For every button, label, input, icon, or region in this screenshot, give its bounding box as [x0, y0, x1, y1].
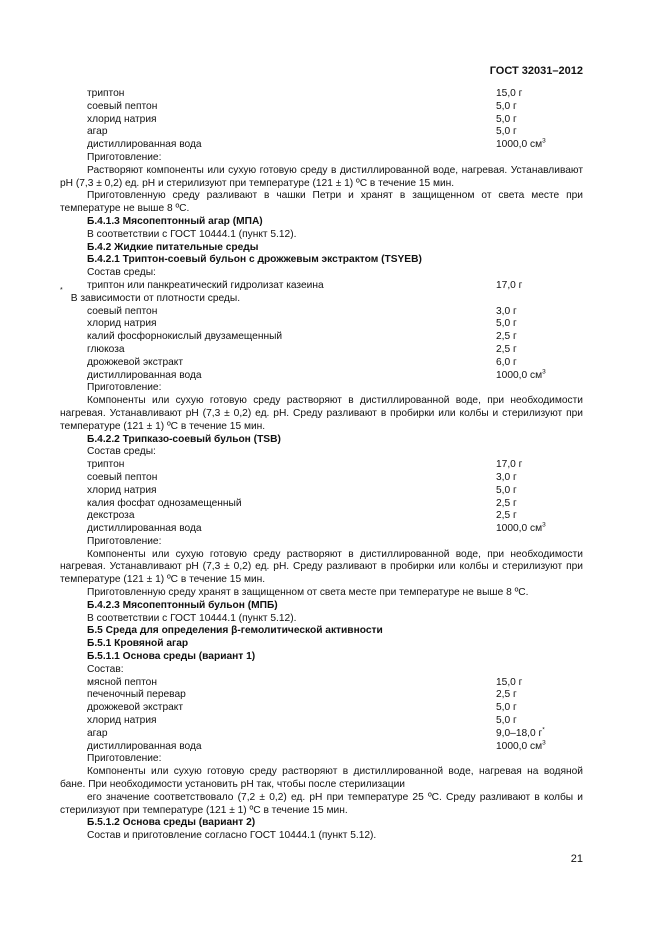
footnote-text: В зависимости от плотности среды.	[70, 292, 241, 304]
prep-label: Приготовление:	[87, 151, 162, 163]
ingredient-row	[60, 689, 583, 702]
footnote-mark: *	[542, 726, 545, 734]
ingredient-amount: 17,0 г	[496, 279, 523, 291]
footnote-mark: *	[60, 286, 63, 294]
ingredient-row	[60, 280, 583, 293]
prep-text: Компоненты или сухую готовую среду растворяют в дистиллированной воде, при необходимости нагревая. Устанавливают pH (7,3 ± 0,2) ед. pH. Среду разливают в пробирки или колбы и стерилизуют при температуре (121 ± 1) ºС в течение 15 мин.	[60, 395, 583, 432]
ingredient-row	[60, 498, 583, 511]
ingredient-row	[60, 306, 583, 319]
ingredient-name: хлорид натрия	[87, 715, 157, 727]
ingredient-name: глюкоза	[87, 343, 125, 355]
section-text: В соответствии с ГОСТ 10444.1 (пункт 5.12).	[87, 228, 297, 240]
prep-text: Приготовленную среду хранят в защищенном от света месте при температуре не выше 8 ºС.	[87, 587, 529, 599]
ingredient-name: дрожжевой экстракт	[87, 702, 184, 714]
ingredient-row	[60, 318, 583, 331]
ingredient-amount: 17,0 г	[496, 459, 523, 471]
ingredient-name: дистиллированная вода	[87, 139, 202, 151]
ingredient-amount: 15,0 г	[496, 676, 523, 688]
ingredient-row	[60, 728, 583, 741]
unit-superscript: 3	[542, 521, 546, 529]
ingredient-name: калий фосфорнокислый двузамещенный	[87, 331, 283, 343]
section-text: В соответствии с ГОСТ 10444.1 (пункт 5.12).	[87, 612, 297, 624]
unit-superscript: 3	[542, 368, 546, 376]
prep-text: Растворяют компоненты или сухую готовую среду в дистиллированной воде, нагревая. Устанавливают pH (7,3 ± 0,2) ед. pH и стерилизуют при температуре (121 ± 1) ºС в течение 15 мин.	[60, 164, 583, 189]
ingredient-row	[60, 741, 583, 754]
ingredient-row	[60, 126, 583, 139]
ingredients-list	[60, 306, 583, 383]
prep-text: Компоненты или сухую готовую среду растворяют в дистиллированной воде, нагревая на водяной бане. При необходимости установить pH так, чтобы после стерилизации	[60, 766, 583, 791]
ingredient-name: мясной пептон	[87, 676, 157, 688]
ingredient-name: соевый пептон	[87, 471, 158, 483]
section-heading: Б.5 Среда для определения β-гемолитической активности	[87, 625, 383, 637]
ingredients-list	[60, 88, 583, 152]
ingredient-row	[60, 101, 583, 114]
ingredient-name: дистиллированная вода	[87, 369, 202, 381]
ingredient-name: дистиллированная вода	[87, 740, 202, 752]
amount-value: 1000,0 см	[496, 740, 543, 752]
ingredients-list	[60, 677, 583, 754]
ingredient-row	[60, 357, 583, 370]
section-text: Состав и приготовление согласно ГОСТ 10444.1 (пункт 5.12).	[87, 830, 377, 842]
amount-value: 9,0–18,0 г	[496, 727, 543, 739]
composition-label: Состав:	[87, 663, 124, 675]
ingredient-amount: 2,5 г	[496, 689, 517, 701]
ingredient-row	[60, 114, 583, 127]
footnote	[60, 286, 583, 306]
ingredient-name: дистиллированная вода	[87, 523, 202, 535]
prep-label: Приготовление:	[87, 382, 162, 394]
prep-text: Приготовленную среду разливают в чашки Петри и хранят в защищенном от света месте при температуре не выше 8 ºС.	[60, 190, 583, 215]
ingredient-name: декстроза	[87, 510, 135, 522]
ingredient-row	[60, 459, 583, 472]
ingredient-amount: 2,5 г	[496, 331, 517, 343]
ingredient-amount: 5,0 г	[496, 715, 517, 727]
ingredient-amount: 2,5 г	[496, 497, 517, 509]
prep-text: Компоненты или сухую готовую среду растворяют в дистиллированной воде, при необходимости нагревая. Устанавливают pH (7,3 ± 0,2) ед. pH. Среду разливают в пробирки или колбы и стерилизуют при температуре (121 ± 1) ºС в течение 15 мин.	[60, 548, 583, 586]
prep-text: его значение соответствовало (7,2 ± 0,2) ед. pH при температуре 25 ºС. Среду разливают в колбы и стерилизуют при температуре (121 ± 1) ºС в течение 15 мин.	[60, 791, 583, 816]
ingredient-amount: 3,0 г	[496, 305, 517, 317]
page-number: 21	[570, 853, 583, 865]
document-body	[60, 88, 583, 843]
ingredient-name: агар	[87, 126, 108, 138]
ingredient-name: хлорид натрия	[87, 484, 157, 496]
ingredient-row	[60, 370, 583, 383]
ingredient-row	[60, 472, 583, 485]
ingredient-amount: 2,5 г	[496, 510, 517, 522]
section-heading: Б.4.2.3 Мясопептонный бульон (МПБ)	[87, 599, 278, 611]
prep-label: Приготовление:	[87, 535, 162, 547]
ingredient-name: хлорид натрия	[87, 318, 157, 330]
ingredient-row	[60, 139, 583, 152]
ingredient-name: агар	[87, 727, 108, 739]
ingredients-list	[60, 459, 583, 536]
amount-value: 1000,0 см	[496, 369, 543, 381]
ingredient-row	[60, 677, 583, 690]
ingredient-amount: 5,0 г	[496, 113, 517, 125]
ingredient-row	[60, 510, 583, 523]
section-heading: Б.5.1.1 Основа среды (вариант 1)	[87, 651, 256, 663]
unit-superscript: 3	[542, 137, 546, 145]
ingredient-amount	[496, 523, 546, 536]
ingredient-name: триптон или панкреатический гидролизат казеина	[87, 279, 324, 291]
section-heading: Б.4.2.1 Триптон-соевый бульон с дрожжевым экстрактом (TSYEB)	[87, 254, 422, 266]
section-heading: Б.4.1.3 Мясопептонный агар (МПА)	[87, 215, 263, 227]
ingredient-amount: 5,0 г	[496, 100, 517, 112]
ingredient-name: калия фосфат однозамещенный	[87, 497, 242, 509]
ingredient-row	[60, 485, 583, 498]
ingredient-amount: 5,0 г	[496, 484, 517, 496]
ingredient-amount	[496, 139, 546, 152]
ingredient-amount: 5,0 г	[496, 702, 517, 714]
section-heading: Б.5.1.2 Основа среды (вариант 2)	[87, 817, 256, 829]
ingredient-row	[60, 702, 583, 715]
ingredient-amount: 3,0 г	[496, 471, 517, 483]
ingredient-row	[60, 523, 583, 536]
ingredient-name: хлорид натрия	[87, 113, 157, 125]
prep-label: Приготовление:	[87, 753, 162, 765]
amount-value: 1000,0 см	[496, 523, 543, 535]
ingredient-name: соевый пептон	[87, 100, 158, 112]
ingredient-row	[60, 715, 583, 728]
ingredient-amount: 15,0 г	[496, 88, 523, 99]
ingredient-row	[60, 331, 583, 344]
ingredient-name: триптон	[87, 459, 125, 471]
ingredient-amount: 2,5 г	[496, 343, 517, 355]
ingredient-amount: 5,0 г	[496, 126, 517, 138]
section-heading: Б.4.2.2 Трипказо-соевый бульон (TSB)	[87, 433, 281, 445]
ingredient-amount: 6,0 г	[496, 356, 517, 368]
ingredient-name: дрожжевой экстракт	[87, 356, 184, 368]
ingredient-amount: 5,0 г	[496, 318, 517, 330]
document-header: ГОСТ 32031–2012	[489, 65, 583, 77]
ingredient-row	[60, 88, 583, 101]
composition-label: Состав среды:	[87, 267, 156, 279]
composition-label: Состав среды:	[87, 446, 156, 458]
unit-superscript: 3	[542, 739, 546, 747]
ingredient-name: печеночный перевар	[87, 689, 186, 701]
ingredient-name: соевый пептон	[87, 305, 158, 317]
ingredient-row	[60, 344, 583, 357]
ingredient-amount	[496, 370, 546, 383]
amount-value: 1000,0 см	[496, 139, 543, 151]
ingredient-name: триптон	[87, 88, 125, 99]
section-heading: Б.5.1 Кровяной агар	[87, 638, 189, 650]
ingredient-amount	[496, 728, 545, 741]
ingredient-amount	[496, 741, 546, 754]
section-heading: Б.4.2 Жидкие питательные среды	[87, 241, 259, 253]
